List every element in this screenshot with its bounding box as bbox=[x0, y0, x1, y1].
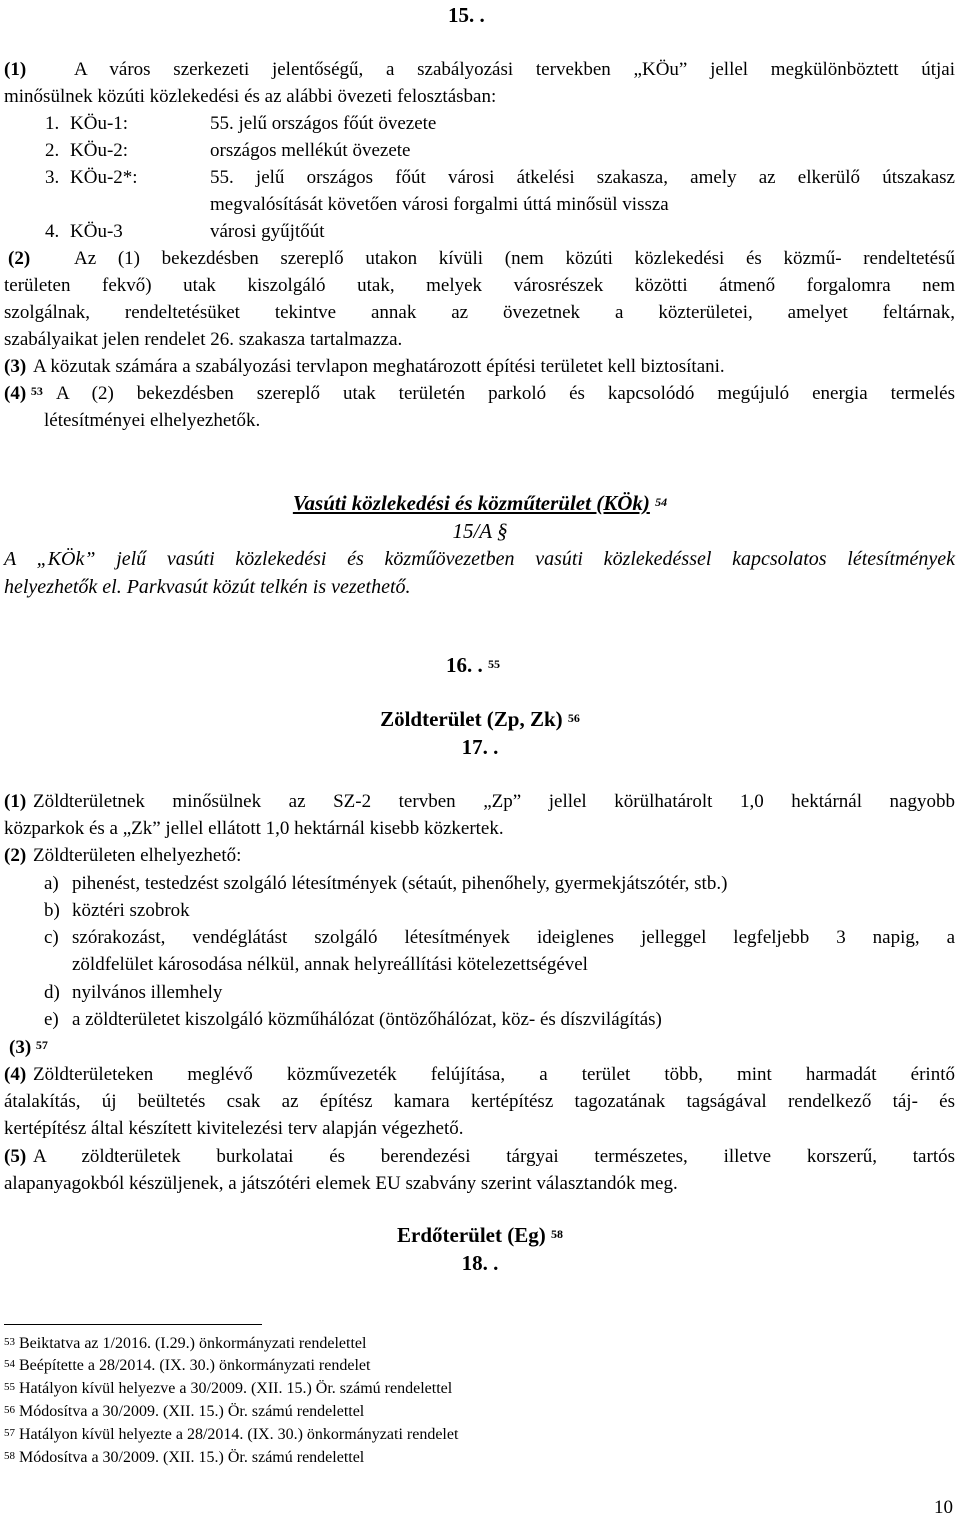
zone-desc: 55. jelű országos főút övezete bbox=[210, 113, 437, 134]
zone-desc: 55. jelű országos főút városi átkelési szakasza, amely az elkerülő útszakasz bbox=[210, 167, 955, 188]
forest-area-title: Erdőterület (Eg) $^{58}$ bbox=[397, 1223, 563, 1247]
list-item-text: szórakozást, vendéglátást szolgáló létesítmények ideiglenes jelleggel legfeljebb 3 napig, a bbox=[72, 927, 955, 948]
list-item-letter: e) bbox=[44, 1009, 59, 1030]
zone-code: KÖu-1: bbox=[70, 113, 129, 134]
footnote-ref-53[interactable]: 53 bbox=[30, 384, 43, 398]
zone-desc-cont: megvalósítását követően városi forgalmi úttá minősül vissza bbox=[210, 194, 669, 215]
zone-desc: városi gyűjtőút bbox=[210, 221, 325, 242]
s17-p4-lead: (4) bbox=[4, 1064, 27, 1085]
s15-p3-text: A közutak számára a szabályozási tervlapon meghatározott építési területet kell biztosítani. bbox=[33, 356, 725, 377]
zone-code: KÖu-2*: bbox=[70, 167, 138, 188]
s15-p1-lead: (1) bbox=[4, 59, 27, 80]
s15-p2-line1: Az (1) bekezdésben szereplő utakon kívüli (nem közúti közlekedési és közmű- rendeltetésű bbox=[74, 248, 955, 269]
footnote-ref-55[interactable]: 55 bbox=[488, 657, 500, 671]
footnote: $^{53}$ Beiktatva az 1/2016. (I.29.) önkormányzati rendelettel bbox=[4, 1335, 367, 1352]
s17-p5-lead: (5) bbox=[4, 1146, 27, 1167]
s15-p1-line2: minősülnek közúti közlekedési és az alábbi övezeti felosztásban: bbox=[4, 86, 497, 107]
section-17-heading: 17. . bbox=[461, 735, 499, 759]
zone-code: KÖu-3 bbox=[70, 221, 123, 242]
zone-num: 4. bbox=[45, 221, 60, 242]
s17-p4-line3: kertépítész által készített kivitelezési terv alapján végezhető. bbox=[4, 1118, 464, 1139]
s15-p4-line1: A (2) bekezdésben szereplő utak területén parkoló és kapcsolódó megújuló energia termelés bbox=[56, 383, 955, 404]
s15-p4-lead: (4) $^{53}$ bbox=[4, 383, 43, 404]
s17-p4-line1: Zöldterületeken meglévő közművezeték felújítása, a terület több, mint harmadát érintő bbox=[33, 1064, 955, 1085]
section-15-heading: 15. . bbox=[448, 3, 485, 27]
s17-p3-lead: (3) $^{57}$ bbox=[9, 1037, 48, 1058]
s15-p2-lead: (2) bbox=[8, 248, 31, 269]
s17-p2-text: Zöldterületen elhelyezhető: bbox=[33, 845, 242, 866]
footnote-ref-58[interactable]: 58 bbox=[550, 1227, 563, 1241]
zone-desc: országos mellékút övezete bbox=[210, 140, 411, 161]
list-item-text: pihenést, testedzést szolgáló létesítmények (sétaút, pihenőhely, gyermekjátszótér, stb.) bbox=[72, 873, 728, 894]
s15-p2-line2: területen fekvő) utak kiszolgáló utak, melyek városrészek közötti átmenő forgalomra nem bbox=[4, 275, 955, 296]
s17-p2-lead: (2) bbox=[4, 845, 27, 866]
s15a-title: Vasúti közlekedési és közműterület (KÖk) $^{54}$ bbox=[292, 491, 668, 515]
s15a-line2: helyezhetők el. Parkvasút közút telkén is vezethető. bbox=[4, 576, 411, 598]
footnote: $^{58}$ Módosítva a 30/2009. (XII. 15.) Ör. számú rendelettel bbox=[4, 1449, 365, 1466]
list-item-letter: b) bbox=[44, 900, 60, 921]
footnote-ref-56[interactable]: 56 bbox=[567, 711, 580, 725]
footnote: $^{57}$ Hatályon kívül helyezte a 28/2014. (IX. 30.) önkormányzati rendelet bbox=[4, 1426, 459, 1443]
s17-p1-lead: (1) bbox=[4, 791, 27, 812]
list-item-text: köztéri szobrok bbox=[72, 900, 190, 921]
footnote-ref-54[interactable]: 54 bbox=[655, 495, 668, 509]
section-18-heading: 18. . bbox=[461, 1251, 499, 1275]
s17-p5-line2: alapanyagokból készüljenek, a játszótéri elemek EU szabvány szerint választandók meg. bbox=[4, 1173, 678, 1194]
list-item-letter: c) bbox=[44, 927, 59, 948]
footnote: $^{54}$ Beépítette a 28/2014. (IX. 30.) önkormányzati rendelet bbox=[4, 1357, 371, 1374]
s17-p1-line1: Zöldterületnek minősülnek az SZ-2 tervben „Zp” jellel körülhatárolt 1,0 hektárnál nagyobb bbox=[33, 791, 955, 812]
footnote: $^{56}$ Módosítva a 30/2009. (XII. 15.) Ör. számú rendelettel bbox=[4, 1403, 365, 1420]
s15-p4-line2: létesítményei elhelyezhetők. bbox=[44, 410, 261, 431]
list-item-letter: a) bbox=[44, 873, 59, 894]
s15-p3-lead: (3) bbox=[4, 356, 27, 377]
s17-p1-line2: közparkok és a „Zk” jellel ellátott 1,0 hektárnál kisebb közkertek. bbox=[4, 818, 504, 839]
s15-p2-line3: szolgálnak, rendeltetésüket tekintve annak az övezetnek a közterületei, amelyet feltárnak, bbox=[4, 302, 955, 323]
green-area-title: Zöldterület (Zp, Zk) $^{56}$ bbox=[380, 707, 580, 731]
zone-num: 3. bbox=[45, 167, 60, 188]
s15-p1-line1: A város szerkezeti jelentőségű, a szabályozási tervekben „KÖu” jellel megkülönböztett útjai bbox=[74, 59, 955, 80]
section-16-heading: 16. . $^{55}$ bbox=[446, 653, 500, 677]
s17-p4-line2: átalakítás, új beültetés csak az építész kamara kertépítész tagozatának tagságával rendelkező táj- és bbox=[4, 1091, 955, 1112]
s15-p2-line4: szabályaikat jelen rendelet 26. szakasza tartalmazza. bbox=[4, 329, 403, 350]
s15a-number: 15/A § bbox=[452, 519, 508, 543]
list-item-text-cont: zöldfelület károsodása nélkül, annak helyreállítási kötelezettségével bbox=[72, 954, 588, 975]
footnote: $^{55}$ Hatályon kívül helyezve a 30/2009. (XII. 15.) Ör. számú rendelettel bbox=[4, 1380, 453, 1397]
footnote-ref-57[interactable]: 57 bbox=[35, 1038, 48, 1052]
s17-p5-line1: A zöldterületek burkolatai és berendezési tárgyai természetes, illetve korszerű, tartós bbox=[33, 1146, 955, 1167]
list-item-text: a zöldterületet kiszolgáló közműhálózat (öntözőhálózat, köz- és díszvilágítás) bbox=[72, 1009, 662, 1030]
s15a-line1: A „KÖk” jelű vasúti közlekedési és közműövezetben vasúti közlekedéssel kapcsolatos létesítmények bbox=[4, 548, 955, 570]
list-item-text: nyilvános illemhely bbox=[72, 982, 223, 1003]
list-item-letter: d) bbox=[44, 982, 60, 1003]
page-number: 10 bbox=[934, 1497, 953, 1518]
zone-num: 1. bbox=[45, 113, 60, 134]
zone-num: 2. bbox=[45, 140, 60, 161]
zone-code: KÖu-2: bbox=[70, 140, 129, 161]
footnote-divider bbox=[4, 1324, 262, 1325]
